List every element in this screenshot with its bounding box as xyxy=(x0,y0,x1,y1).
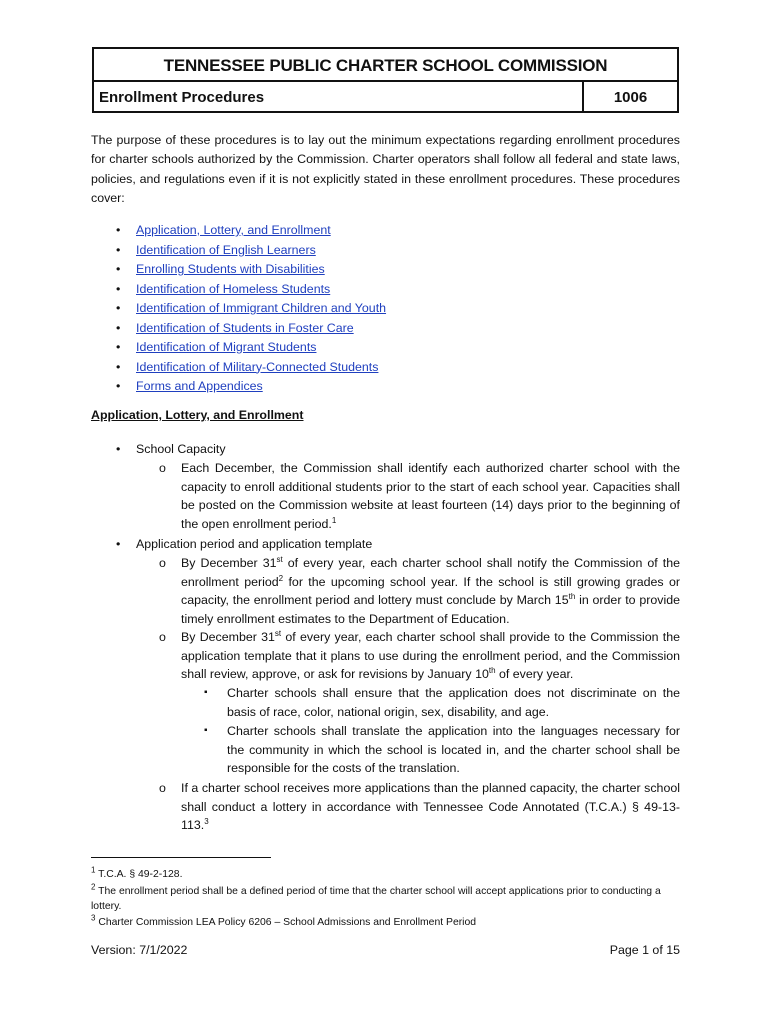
footnote-2 xyxy=(91,884,681,914)
footnote-text: Charter Commission LEA Policy 6206 – School Admissions and Enrollment Period xyxy=(95,917,477,928)
text-run: of every year, each charter school shall notify the Commission of the enrollment period xyxy=(181,556,680,589)
list-item xyxy=(116,299,386,319)
bullet-icon: • xyxy=(116,442,121,456)
bullet-icon: • xyxy=(116,537,121,551)
toc-link-military[interactable]: Identification of Military-Connected Students xyxy=(136,359,379,374)
toc-link-immigrant[interactable]: Identification of Immigrant Children and Youth xyxy=(136,301,387,315)
toc-link-english-learners[interactable]: Identification of English Learners xyxy=(136,242,316,257)
footnote-ref: 3 xyxy=(204,817,209,827)
header-table xyxy=(92,47,679,113)
footnote-text: T.C.A. § 49-2-128. xyxy=(95,869,183,880)
list-item xyxy=(116,377,386,397)
square-bullet-icon: ▪ xyxy=(204,687,208,698)
text-run: By December 31 xyxy=(181,630,275,644)
text-run: If a charter school receives more applications than the planned capacity, the charter school shall conduct a lottery in accordance with Tennessee Code Annotated (T.C.A.) § 49-13-113. xyxy=(181,781,680,833)
list-item xyxy=(116,338,386,358)
list-item xyxy=(116,280,386,300)
text-run: for the upcoming school year. If the school is still growing grades or capacity, the enrollment period and lottery must conclude by March 15 xyxy=(181,574,681,608)
bullet-icon: • xyxy=(116,359,121,374)
ordinal-suffix: th xyxy=(568,592,576,602)
capacity-text: Each December, the Commission shall identify each authorized charter school with the capacity to enroll additional students prior to the start of each school year. Capacities shall be posted on the Commission website at least fourteen (14) days prior to the beginning of the open enrollment period. xyxy=(181,461,680,531)
list-item xyxy=(116,358,386,378)
footnote-text: The enrollment period shall be a defined period of time that the charter school will accept applications prior to conducting a lottery. xyxy=(91,886,661,912)
square-bullet-icon: ▪ xyxy=(204,725,208,736)
text-run: By December 31 xyxy=(181,556,277,570)
footnote-number: 2 xyxy=(91,882,96,892)
footnote-ref: 2 xyxy=(278,573,284,583)
footnote-ref: 1 xyxy=(331,515,337,525)
toc-link-foster-care[interactable]: Identification of Students in Foster Care xyxy=(136,320,354,335)
translation-paragraph: Charter schools shall translate the application into the languages necessary for the community in which the school is located in, and the charter school shall be responsible for the costs of the translation. xyxy=(227,724,680,776)
toc-link-disabilities[interactable]: Enrolling Students with Disabilities xyxy=(136,262,325,276)
footnote-divider xyxy=(91,857,271,858)
list-item xyxy=(116,319,386,339)
ordinal-suffix: th xyxy=(488,666,496,676)
application-template-paragraph xyxy=(181,628,680,684)
lottery-paragraph xyxy=(181,779,680,835)
bullet-school-capacity: School Capacity xyxy=(136,442,226,456)
circle-bullet-icon: o xyxy=(159,461,166,475)
procedure-number: 1006 xyxy=(613,89,648,106)
capacity-paragraph xyxy=(181,459,680,533)
toc-link-application[interactable]: Application, Lottery, and Enrollment xyxy=(136,223,331,237)
intro-paragraph: The purpose of these procedures is to lay out the minimum expectations regarding enrollment procedures for charter schools authorized by the Commission. Charter operators shall follow all federal and state laws, policies, and regulations even if it is not explicitly stated in these enrollment procedures. These procedures cover: xyxy=(91,133,680,205)
list-item xyxy=(116,221,386,241)
footnote-number: 3 xyxy=(91,913,96,923)
toc-link-migrant[interactable]: Identification of Migrant Students xyxy=(136,340,317,354)
toc-link-forms[interactable]: Forms and Appendices xyxy=(136,379,263,393)
bullet-application-period: Application period and application template xyxy=(136,537,373,551)
ordinal-suffix: st xyxy=(276,554,283,564)
document-title: TENNESSEE PUBLIC CHARTER SCHOOL COMMISSION xyxy=(94,49,677,82)
bullet-icon: • xyxy=(116,379,121,393)
bullet-icon: • xyxy=(116,223,121,237)
section-heading: Application, Lottery, and Enrollment xyxy=(91,408,304,422)
circle-bullet-icon: o xyxy=(159,556,166,570)
text-run: of every year. xyxy=(495,667,574,682)
circle-bullet-icon: o xyxy=(159,630,166,644)
version-label: Version: 7/1/2022 xyxy=(91,943,188,957)
toc-list xyxy=(116,221,386,397)
list-item xyxy=(116,241,386,261)
bullet-icon: • xyxy=(116,301,121,315)
page-number: Page 1 of 15 xyxy=(609,943,680,957)
nondiscrimination-paragraph: Charter schools shall ensure that the application does not discriminate on the basis of race, color, national origin, sex, disability, and age. xyxy=(227,686,680,719)
bullet-icon: • xyxy=(116,340,121,354)
text-run: in order to provide timely enrollment estimates to the Department of Education. xyxy=(181,593,680,626)
bullet-icon: • xyxy=(116,320,121,335)
footnote-3 xyxy=(91,915,681,930)
bullet-icon: • xyxy=(116,242,121,257)
footnote-number: 1 xyxy=(91,865,96,875)
toc-link-homeless[interactable]: Identification of Homeless Students xyxy=(136,281,331,296)
bullet-icon: • xyxy=(116,281,121,296)
text-run: of every year, each charter school shall provide to the Commission the application template that it plans to use during the enrollment period, and the Commission shall review, approve, or ask for revisions by January 10 xyxy=(181,630,680,682)
circle-bullet-icon: o xyxy=(159,781,166,795)
bullet-icon: • xyxy=(116,262,121,276)
ordinal-suffix: st xyxy=(274,628,282,638)
list-item xyxy=(116,260,386,280)
enrollment-period-paragraph xyxy=(181,554,680,628)
procedure-name: Enrollment Procedures xyxy=(94,82,584,113)
footnote-1 xyxy=(91,867,681,882)
